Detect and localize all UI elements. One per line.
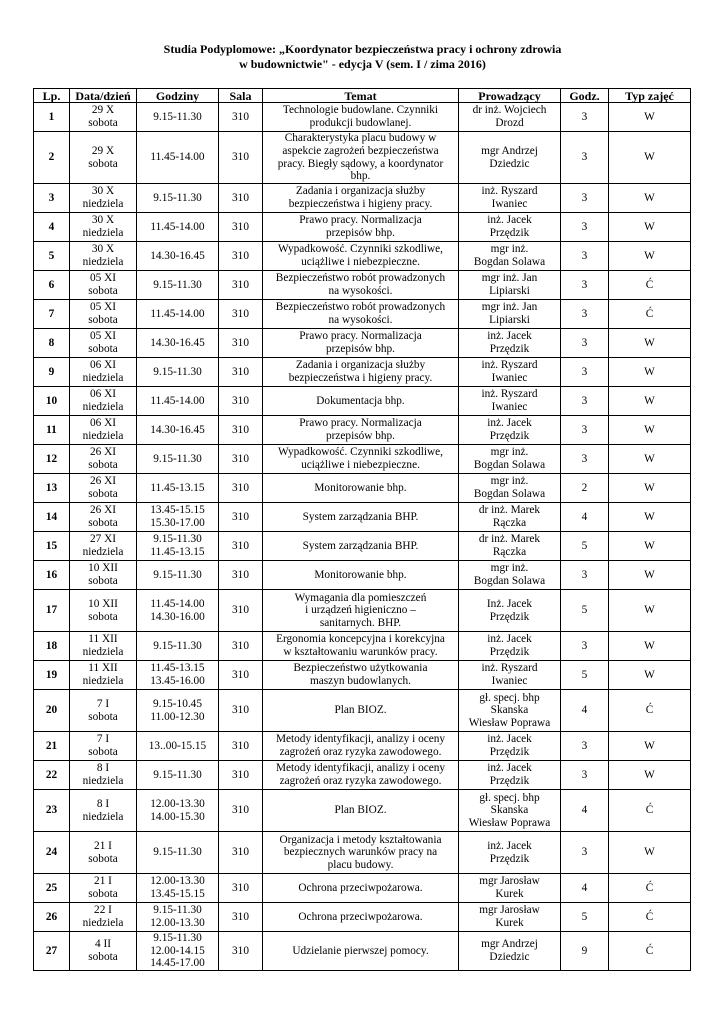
table-row (34, 184, 691, 213)
header-topic: Temat (263, 89, 459, 103)
table-row (34, 903, 691, 932)
cell-date: 06 XI niedziela (70, 387, 137, 416)
cell-topic: Bezpieczeństwo robót prowadzonych na wysokości. (263, 271, 459, 300)
cell-lp: 10 (34, 387, 70, 416)
cell-teacher: inż. Jacek Przędzik (459, 761, 561, 790)
cell-lp: 5 (34, 242, 70, 271)
cell-room: 310 (219, 329, 263, 358)
cell-hour-count: 3 (561, 732, 609, 761)
cell-room: 310 (219, 387, 263, 416)
table-row (34, 561, 691, 590)
table-row (34, 300, 691, 329)
cell-class-type: W (609, 132, 691, 184)
cell-topic: Technologie budowlane. Czynniki produkcji budowlanej. (263, 103, 459, 132)
cell-teacher: inż. Jacek Przędzik (459, 832, 561, 874)
cell-class-type: W (609, 387, 691, 416)
cell-hour-count: 4 (561, 790, 609, 832)
cell-room: 310 (219, 445, 263, 474)
cell-class-type: Ć (609, 271, 691, 300)
cell-hour-count: 3 (561, 242, 609, 271)
cell-lp: 8 (34, 329, 70, 358)
cell-teacher: inż. Jacek Przędzik (459, 416, 561, 445)
cell-room: 310 (219, 213, 263, 242)
cell-hour-count: 5 (561, 590, 609, 632)
cell-lp: 9 (34, 358, 70, 387)
cell-room: 310 (219, 561, 263, 590)
cell-teacher: gł. specj. bhp Skanska Wiesław Poprawa (459, 690, 561, 732)
cell-class-type: W (609, 445, 691, 474)
cell-lp: 7 (34, 300, 70, 329)
cell-hour-count: 3 (561, 300, 609, 329)
cell-date: 10 XII sobota (70, 590, 137, 632)
table-row (34, 271, 691, 300)
cell-hours: 9.15-11.30 11.45-13.15 (137, 532, 219, 561)
cell-room: 310 (219, 661, 263, 690)
cell-date: 26 XI sobota (70, 474, 137, 503)
cell-hour-count: 3 (561, 271, 609, 300)
cell-hours: 11.45-14.00 (137, 213, 219, 242)
cell-hour-count: 5 (561, 661, 609, 690)
cell-hour-count: 3 (561, 132, 609, 184)
cell-hours: 9.15-10.45 11.00-12.30 (137, 690, 219, 732)
cell-topic: Ochrona przeciwpożarowa. (263, 874, 459, 903)
cell-hour-count: 3 (561, 445, 609, 474)
cell-hours: 11.45-13.15 (137, 474, 219, 503)
cell-topic: Monitorowanie bhp. (263, 474, 459, 503)
cell-teacher: dr inż. Wojciech Drozd (459, 103, 561, 132)
cell-date: 21 I sobota (70, 832, 137, 874)
cell-hour-count: 9 (561, 932, 609, 971)
cell-hours: 11.45-14.00 (137, 300, 219, 329)
cell-topic: Organizacja i metody kształtowania bezpiecznych warunków pracy na placu budowy. (263, 832, 459, 874)
cell-teacher: gł. specj. bhp Skanska Wiesław Poprawa (459, 790, 561, 832)
table-row (34, 387, 691, 416)
table-row (34, 213, 691, 242)
header-class-type: Typ zajęć (609, 89, 691, 103)
cell-date: 05 XI sobota (70, 300, 137, 329)
table-row (34, 661, 691, 690)
cell-hour-count: 5 (561, 903, 609, 932)
cell-date: 8 I niedziela (70, 790, 137, 832)
cell-date: 10 XII sobota (70, 561, 137, 590)
cell-room: 310 (219, 590, 263, 632)
cell-date: 27 XI niedziela (70, 532, 137, 561)
cell-lp: 26 (34, 903, 70, 932)
cell-hour-count: 3 (561, 832, 609, 874)
cell-date: 7 I sobota (70, 690, 137, 732)
cell-class-type: W (609, 474, 691, 503)
cell-hours: 11.45-13.15 13.45-16.00 (137, 661, 219, 690)
table-row (34, 832, 691, 874)
cell-class-type: W (609, 532, 691, 561)
cell-class-type: W (609, 329, 691, 358)
table-row (34, 761, 691, 790)
cell-topic: Bezpieczeństwo użytkowania maszyn budowlanych. (263, 661, 459, 690)
schedule-body (34, 103, 691, 971)
cell-hour-count: 3 (561, 213, 609, 242)
cell-teacher: inż. Jacek Przędzik (459, 329, 561, 358)
cell-date: 26 XI sobota (70, 503, 137, 532)
cell-hour-count: 4 (561, 503, 609, 532)
cell-room: 310 (219, 474, 263, 503)
cell-lp: 17 (34, 590, 70, 632)
cell-teacher: Inż. Jacek Przędzik (459, 590, 561, 632)
cell-teacher: mgr Andrzej Dziedzic (459, 132, 561, 184)
cell-room: 310 (219, 503, 263, 532)
cell-hours: 9.15-11.30 (137, 103, 219, 132)
cell-class-type: Ć (609, 300, 691, 329)
cell-room: 310 (219, 903, 263, 932)
cell-date: 7 I sobota (70, 732, 137, 761)
cell-lp: 14 (34, 503, 70, 532)
cell-hours: 13..00-15.15 (137, 732, 219, 761)
cell-lp: 3 (34, 184, 70, 213)
cell-hour-count: 3 (561, 103, 609, 132)
cell-teacher: dr inż. Marek Rączka (459, 503, 561, 532)
cell-hour-count: 3 (561, 387, 609, 416)
cell-lp: 13 (34, 474, 70, 503)
table-row (34, 632, 691, 661)
cell-teacher: mgr inż. Bogdan Solawa (459, 242, 561, 271)
cell-hours: 12.00-13.30 13.45-15.15 (137, 874, 219, 903)
table-row (34, 932, 691, 971)
cell-hours: 11.45-14.00 14.30-16.00 (137, 590, 219, 632)
cell-hours: 9.15-11.30 (137, 761, 219, 790)
cell-lp: 21 (34, 732, 70, 761)
cell-class-type: W (609, 358, 691, 387)
cell-topic: System zarządzania BHP. (263, 532, 459, 561)
cell-date: 4 II sobota (70, 932, 137, 971)
table-row (34, 242, 691, 271)
cell-hour-count: 3 (561, 184, 609, 213)
cell-date: 30 X niedziela (70, 184, 137, 213)
cell-date: 06 XI niedziela (70, 358, 137, 387)
cell-topic: Zadania i organizacja służby bezpieczeństwa i higieny pracy. (263, 358, 459, 387)
cell-class-type: W (609, 242, 691, 271)
cell-topic: Plan BIOZ. (263, 690, 459, 732)
cell-date: 30 X niedziela (70, 242, 137, 271)
cell-room: 310 (219, 103, 263, 132)
cell-date: 11 XII niedziela (70, 661, 137, 690)
cell-room: 310 (219, 932, 263, 971)
cell-topic: Prawo pracy. Normalizacja przepisów bhp. (263, 416, 459, 445)
schedule-table (33, 88, 691, 971)
cell-hours: 12.00-13.30 14.00-15.30 (137, 790, 219, 832)
cell-teacher: inż. Jacek Przędzik (459, 732, 561, 761)
cell-topic: Monitorowanie bhp. (263, 561, 459, 590)
table-row (34, 690, 691, 732)
cell-topic: Dokumentacja bhp. (263, 387, 459, 416)
cell-room: 310 (219, 271, 263, 300)
cell-class-type: W (609, 632, 691, 661)
cell-teacher: mgr inż. Jan Lipiarski (459, 271, 561, 300)
cell-lp: 20 (34, 690, 70, 732)
cell-topic: Wymagania dla pomieszczeń i urządzeń higieniczno – sanitarnych. BHP. (263, 590, 459, 632)
cell-lp: 25 (34, 874, 70, 903)
cell-class-type: W (609, 103, 691, 132)
cell-hour-count: 4 (561, 874, 609, 903)
table-row (34, 358, 691, 387)
table-row (34, 590, 691, 632)
cell-hours: 9.15-11.30 (137, 632, 219, 661)
cell-room: 310 (219, 358, 263, 387)
table-row (34, 474, 691, 503)
cell-teacher: inż. Ryszard Iwaniec (459, 387, 561, 416)
cell-room: 310 (219, 132, 263, 184)
cell-teacher: mgr inż. Bogdan Solawa (459, 445, 561, 474)
header-room: Sala (219, 89, 263, 103)
cell-lp: 15 (34, 532, 70, 561)
cell-lp: 12 (34, 445, 70, 474)
cell-hour-count: 3 (561, 561, 609, 590)
cell-hours: 11.45-14.00 (137, 387, 219, 416)
cell-hours: 9.15-11.30 (137, 271, 219, 300)
header-hours: Godziny (137, 89, 219, 103)
cell-topic: Metody identyfikacji, analizy i oceny zagrożeń oraz ryzyka zawodowego. (263, 732, 459, 761)
cell-topic: Wypadkowość. Czynniki szkodliwe, uciążliwe i niebezpieczne. (263, 445, 459, 474)
cell-date: 11 XII niedziela (70, 632, 137, 661)
table-row (34, 503, 691, 532)
cell-lp: 27 (34, 932, 70, 971)
cell-topic: System zarządzania BHP. (263, 503, 459, 532)
header-lp: Lp. (34, 89, 70, 103)
cell-hours: 14.30-16.45 (137, 242, 219, 271)
cell-topic: Ochrona przeciwpożarowa. (263, 903, 459, 932)
cell-topic: Prawo pracy. Normalizacja przepisów bhp. (263, 213, 459, 242)
table-row (34, 732, 691, 761)
cell-teacher: mgr Andrzej Dziedzic (459, 932, 561, 971)
cell-topic: Bezpieczeństwo robót prowadzonych na wysokości. (263, 300, 459, 329)
cell-hour-count: 2 (561, 474, 609, 503)
table-row (34, 532, 691, 561)
cell-topic: Zadania i organizacja służby bezpieczeństwa i higieny pracy. (263, 184, 459, 213)
cell-hours: 14.30-16.45 (137, 416, 219, 445)
cell-lp: 24 (34, 832, 70, 874)
cell-hours: 14.30-16.45 (137, 329, 219, 358)
cell-lp: 23 (34, 790, 70, 832)
cell-date: 8 I niedziela (70, 761, 137, 790)
cell-teacher: mgr inż. Bogdan Solawa (459, 474, 561, 503)
cell-class-type: W (609, 732, 691, 761)
cell-teacher: inż. Ryszard Iwaniec (459, 358, 561, 387)
cell-class-type: W (609, 213, 691, 242)
cell-teacher: mgr Jarosław Kurek (459, 903, 561, 932)
cell-hours: 9.15-11.30 (137, 358, 219, 387)
cell-date: 06 XI niedziela (70, 416, 137, 445)
header-date: Data/dzień (70, 89, 137, 103)
cell-room: 310 (219, 832, 263, 874)
cell-date: 30 X niedziela (70, 213, 137, 242)
cell-lp: 4 (34, 213, 70, 242)
header-teacher: Prowadzący (459, 89, 561, 103)
table-row (34, 445, 691, 474)
cell-topic: Metody identyfikacji, analizy i oceny zagrożeń oraz ryzyka zawodowego. (263, 761, 459, 790)
table-row (34, 874, 691, 903)
cell-class-type: Ć (609, 903, 691, 932)
cell-hour-count: 3 (561, 761, 609, 790)
cell-teacher: dr inż. Marek Rączka (459, 532, 561, 561)
cell-room: 310 (219, 790, 263, 832)
cell-hour-count: 4 (561, 690, 609, 732)
cell-date: 29 X sobota (70, 103, 137, 132)
cell-hour-count: 3 (561, 416, 609, 445)
cell-lp: 2 (34, 132, 70, 184)
cell-topic: Prawo pracy. Normalizacja przepisów bhp. (263, 329, 459, 358)
title-line-1: Studia Podyplomowe: „Koordynator bezpieczeństwa pracy i ochrony zdrowia (163, 42, 562, 56)
cell-hours: 9.15-11.30 (137, 832, 219, 874)
cell-class-type: Ć (609, 690, 691, 732)
cell-class-type: W (609, 761, 691, 790)
cell-class-type: W (609, 503, 691, 532)
cell-hour-count: 3 (561, 358, 609, 387)
cell-date: 26 XI sobota (70, 445, 137, 474)
cell-hours: 9.15-11.30 (137, 184, 219, 213)
cell-teacher: inż. Ryszard Iwaniec (459, 661, 561, 690)
cell-class-type: Ć (609, 874, 691, 903)
cell-date: 21 I sobota (70, 874, 137, 903)
cell-lp: 16 (34, 561, 70, 590)
cell-hours: 9.15-11.30 12.00-14.15 14.45-17.00 (137, 932, 219, 971)
cell-room: 310 (219, 532, 263, 561)
cell-topic: Plan BIOZ. (263, 790, 459, 832)
cell-topic: Wypadkowość. Czynniki szkodliwe, uciążliwe i niebezpieczne. (263, 242, 459, 271)
cell-topic: Ergonomia koncepcyjna i korekcyjna w kształtowaniu warunków pracy. (263, 632, 459, 661)
table-row (34, 790, 691, 832)
cell-lp: 22 (34, 761, 70, 790)
cell-class-type: W (609, 416, 691, 445)
cell-class-type: W (609, 561, 691, 590)
table-row (34, 132, 691, 184)
cell-topic: Charakterystyka placu budowy w aspekcie zagrożeń bezpieczeństwa pracy. Biegły sądowy, a koordynator bhp. (263, 132, 459, 184)
cell-hours: 9.15-11.30 (137, 561, 219, 590)
cell-teacher: mgr Jarosław Kurek (459, 874, 561, 903)
header-row (34, 89, 691, 103)
cell-teacher: mgr inż. Bogdan Solawa (459, 561, 561, 590)
cell-room: 310 (219, 761, 263, 790)
cell-hour-count: 5 (561, 532, 609, 561)
cell-class-type: W (609, 184, 691, 213)
cell-hour-count: 3 (561, 329, 609, 358)
cell-date: 05 XI sobota (70, 271, 137, 300)
cell-hours: 9.15-11.30 (137, 445, 219, 474)
cell-hours: 9.15-11.30 12.00-13.30 (137, 903, 219, 932)
cell-room: 310 (219, 690, 263, 732)
cell-hours: 13.45-15.15 15.30-17.00 (137, 503, 219, 532)
cell-hours: 11.45-14.00 (137, 132, 219, 184)
cell-room: 310 (219, 242, 263, 271)
cell-date: 22 I niedziela (70, 903, 137, 932)
title-line-2: w budownictwie" - edycja V (sem. I / zima 2016) (239, 57, 486, 71)
cell-hour-count: 3 (561, 632, 609, 661)
cell-date: 29 X sobota (70, 132, 137, 184)
cell-teacher: inż. Ryszard Iwaniec (459, 184, 561, 213)
table-row (34, 329, 691, 358)
cell-lp: 11 (34, 416, 70, 445)
cell-class-type: W (609, 832, 691, 874)
cell-lp: 1 (34, 103, 70, 132)
header-hour-count: Godz. (561, 89, 609, 103)
cell-lp: 6 (34, 271, 70, 300)
cell-room: 310 (219, 632, 263, 661)
cell-room: 310 (219, 874, 263, 903)
cell-room: 310 (219, 732, 263, 761)
cell-lp: 18 (34, 632, 70, 661)
table-row (34, 416, 691, 445)
document-title (0, 42, 725, 72)
cell-class-type: Ć (609, 790, 691, 832)
cell-class-type: Ć (609, 932, 691, 971)
cell-room: 310 (219, 184, 263, 213)
cell-class-type: W (609, 661, 691, 690)
table-row (34, 103, 691, 132)
cell-date: 05 XI sobota (70, 329, 137, 358)
cell-lp: 19 (34, 661, 70, 690)
cell-room: 310 (219, 416, 263, 445)
cell-class-type: W (609, 590, 691, 632)
cell-room: 310 (219, 300, 263, 329)
cell-teacher: inż. Jacek Przędzik (459, 213, 561, 242)
cell-teacher: mgr inż. Jan Lipiarski (459, 300, 561, 329)
cell-topic: Udzielanie pierwszej pomocy. (263, 932, 459, 971)
cell-teacher: inż. Jacek Przędzik (459, 632, 561, 661)
